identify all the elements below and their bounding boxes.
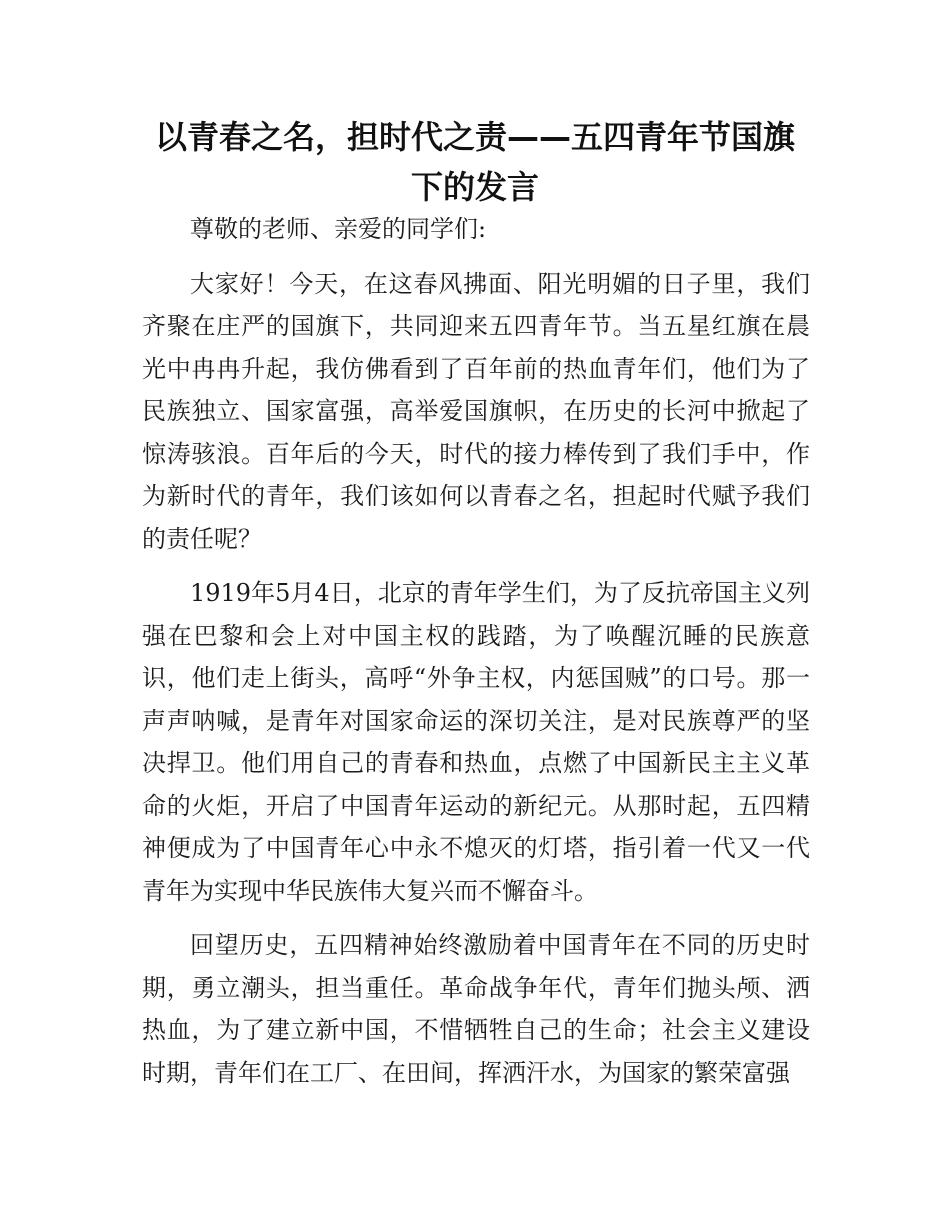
document-body xyxy=(142,208,810,1106)
body-paragraph: 1919年5月4日，北京的青年学生们，为了反抗帝国主义列强在巴黎和会上对中国主权的践踏，为了唤醒沉睡的民族意识，他们走上街头，高呼“外争主权，内惩国贼”的口号。那一声声呐喊，是青年对国家命运的深切关注，是对民族尊严的坚决捍卫。他们用自己的青春和热血，点燃了中国新民主主义革命的火炬，开启了中国青年运动的新纪元。从那时起，五四精神便成为了中国青年心中永不熄灭的灯塔，指引着一代又一代青年为实现中华民族伟大复兴而不懈奋斗。 xyxy=(142,579,810,905)
body-paragraph: 回望历史，五四精神始终激励着中国青年在不同的历史时期，勇立潮头，担当重任。革命战争年代，青年们抛头颅、洒热血，为了建立新中国，不惜牺牲自己的生命；社会主义建设时期，青年们在工厂、在田间，挥洒汗水，为国家的繁荣富强 xyxy=(142,931,810,1087)
document-title: 以青春之名，担时代之责——五四青年节国旗下的发言 xyxy=(154,118,795,206)
body-paragraph: 大家好！今天，在这春风拂面、阳光明媚的日子里，我们齐聚在庄严的国旗下，共同迎来五四青年节。当五星红旗在晨光中冉冉升起，我仿佛看到了百年前的热血青年们，他们为了民族独立、国家富强，高举爱国旗帜，在历史的长河中掀起了惊涛骇浪。百年后的今天，时代的接力棒传到了我们手中，作为新时代的青年，我们该如何以青春之名，担起时代赋予我们的责任呢？ xyxy=(142,269,810,553)
salutation-paragraph: 尊敬的老师、亲爱的同学们: xyxy=(190,215,487,243)
